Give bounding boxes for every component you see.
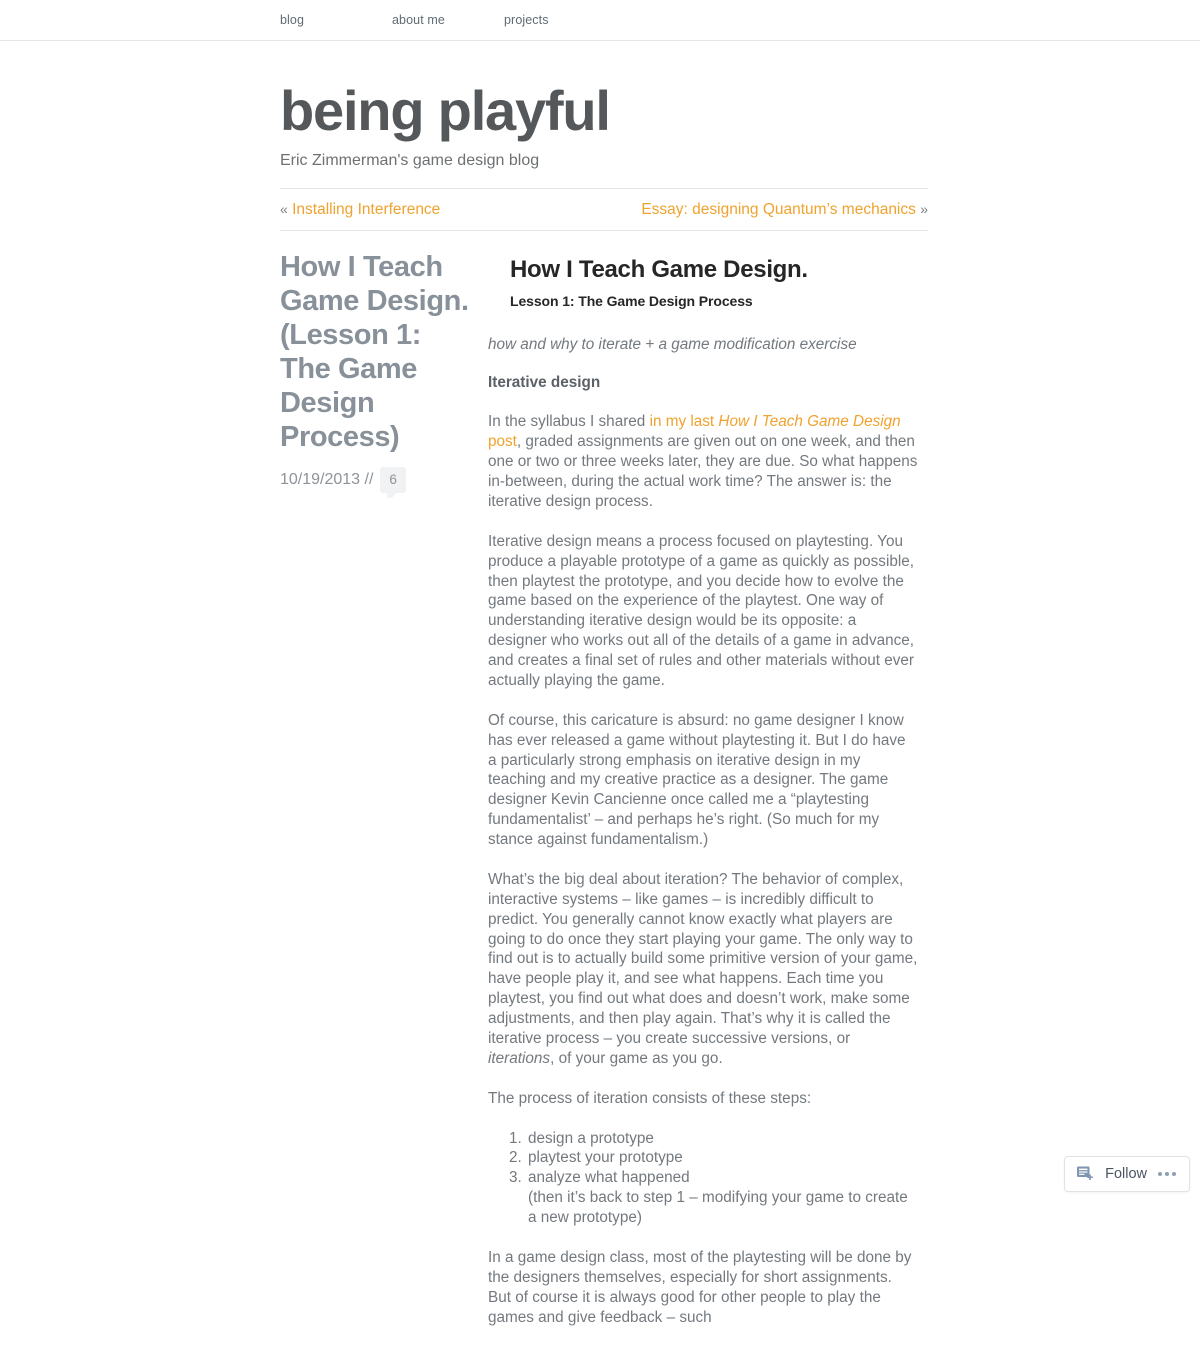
step-3-sub: (then it’s back to step 1 – modifying your game to create a new prototype)	[528, 1189, 908, 1226]
next-post-link[interactable]: Essay: designing Quantum’s mechanics	[641, 200, 916, 218]
dot	[1172, 1172, 1176, 1176]
paragraph-5: The process of iteration consists of these steps:	[488, 1089, 812, 1107]
list-item: 1. design a prototype	[526, 1129, 918, 1149]
p1-text-before: In the syllabus I shared	[488, 413, 650, 431]
paragraph-4	[488, 870, 918, 1069]
banner-heading: How I Teach Game Design.	[510, 256, 808, 284]
page-wrapper	[272, 79, 928, 1347]
post-meta-column	[280, 251, 488, 1347]
step-3-main: analyze what happened	[528, 1169, 690, 1187]
p1-link-lead: in my last	[649, 413, 719, 431]
subscribe-icon	[1076, 1165, 1094, 1183]
paragraph-1	[488, 412, 918, 511]
primary-nav	[272, 0, 928, 40]
post-tagline: how and why to iterate + a game modification exercise	[488, 335, 857, 353]
banner-subheading: Lesson 1: The Game Design Process	[510, 292, 753, 309]
dot	[1165, 1172, 1169, 1176]
section-subhead-iterative-design: Iterative design	[488, 373, 601, 391]
post-navigation	[280, 188, 928, 231]
next-post-link-group	[641, 201, 928, 219]
top-navigation-bar	[0, 0, 1200, 41]
follow-bar[interactable]	[1064, 1156, 1190, 1192]
post-date: 10/19/2013 //	[280, 471, 374, 489]
iteration-steps-list	[488, 1129, 918, 1228]
post-content-area	[280, 231, 928, 1347]
p4-text-b: , of your game as you go.	[550, 1049, 723, 1067]
nav-item-projects[interactable]: projects	[504, 13, 549, 27]
p4-text-a: What’s the big deal about iteration? The behavior of complex, interactive systems – like games – is incredibly difficult to predict. You generally cannot know exactly what players are going to do once they start playing your game. The only way to find out is to actually build some primitive version of your game, have people play it, and see what happens. Each time you playtest, you find out what does and doesn’t work, make some adjustments, and then play again. That’s why it is called the iterative process – you create successive versions, or	[488, 870, 918, 1047]
chevron-right-icon: »	[920, 200, 928, 217]
site-title[interactable]: being playful	[280, 79, 610, 142]
post-meta	[280, 467, 470, 494]
dot	[1158, 1172, 1162, 1176]
list-item: 2. playtest your prototype	[526, 1148, 918, 1168]
nav-item-blog[interactable]: blog	[280, 13, 305, 27]
paragraph-2: Iterative design means a process focused on playtesting. You produce a playable prototype of a game as quickly as possible, then playtest the prototype, and you decide how to evolve the game based on the experience of the playtest. One way of understanding iterative design would be its opposite: a designer who works out all of the details of a game in advance, and creates a final set of rules and other materials without ever actually playing the game.	[488, 532, 915, 689]
chevron-left-icon: «	[280, 200, 288, 217]
p1-link-tail: post	[488, 433, 517, 451]
p1-link-italic-title: How I Teach Game Design	[718, 413, 901, 431]
list-item	[526, 1168, 918, 1228]
p4-italic-iterations: iterations	[488, 1049, 551, 1067]
more-options-icon[interactable]	[1158, 1172, 1176, 1176]
post-title[interactable]: How I Teach Game Design. (Lesson 1: The Game Design Process)	[280, 251, 469, 453]
site-description: Eric Zimmerman's game design blog	[280, 152, 540, 170]
post-body-column	[488, 251, 918, 1347]
nav-item-about-me[interactable]: about me	[392, 13, 445, 27]
entry-content	[488, 335, 918, 1328]
previous-post-link-group	[280, 201, 440, 219]
paragraph-3: Of course, this caricature is absurd: no game designer I know has ever released a game without playtesting it. But I do have a particularly strong emphasis on iterative design in my teaching and my creative practice as a designer. The game designer Kevin Cancienne once called me a “playtesting fundamentalist’ – and perhaps he’s right. (So much for my stance against fundamentalism.)	[488, 711, 906, 848]
previous-post-link[interactable]: Installing Interference	[292, 200, 441, 218]
comment-count-badge[interactable]: 6	[380, 467, 406, 494]
follow-label: Follow	[1105, 1166, 1147, 1182]
post-banner-image	[488, 251, 918, 312]
p1-text-after: , graded assignments are given out on one week, and then one or two or three weeks later, they are due. So what happens in-between, during the actual work time? The answer is: the iterative design process.	[488, 433, 918, 510]
paragraph-6: In a game design class, most of the playtesting will be done by the designers themselves, especially for short assignments. But of course it is always good for other people to play the games and give feedback – such	[488, 1248, 912, 1326]
